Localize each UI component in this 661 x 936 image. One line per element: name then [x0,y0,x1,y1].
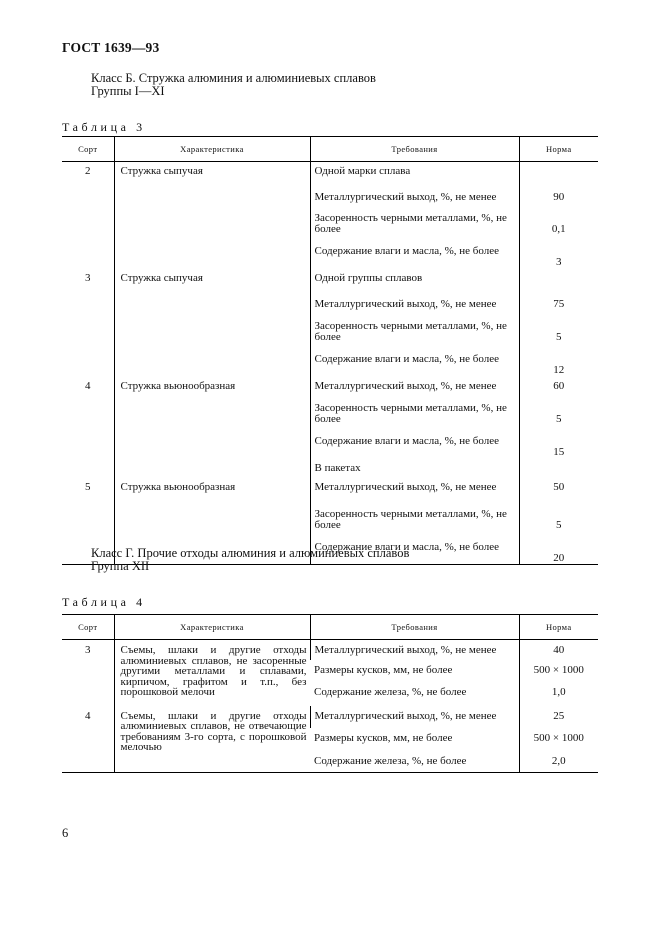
table4-col-char: Характеристика [114,615,310,640]
table3-sort-cell [62,398,114,432]
table3-norm-cell [519,162,598,182]
table3-norm-cell: 0,1 [519,208,598,242]
table3-row [62,376,598,398]
table3-row [62,242,598,268]
table3-char-cell: Стружка сыпучая [114,162,310,182]
table3-norm-cell [519,268,598,289]
table3-row [62,289,598,316]
table4-req-cell: Содержание железа, %, не более [314,754,467,767]
table4-char-cell: Съемы, шлаки и другие отходы алюминиевых сплавов, не отвечающие требованиям 3-го сорта, с порошковой мелочью [114,706,310,773]
table3-req-cell: Содержание влаги и масла, %, не более [310,538,519,565]
table3-req-cell: Содержание влаги и масла, %, не более [310,242,519,268]
section-g-title: Класс Г. Прочие отходы алюминия и алюминиевых сплавов [91,546,410,560]
table3-char-cell [114,398,310,432]
table4-req-cell: Металлургический выход, %, не менее [310,640,519,660]
table3-char-cell [114,289,310,316]
table3-row [62,162,598,182]
table3-req-cell: Засоренность черными металлами, %, не более [310,208,519,242]
table3-sort-cell: 5 [85,480,91,493]
table3-sort-cell [62,208,114,242]
table3-row [62,477,598,504]
table4-col-sort: Сорт [62,615,114,640]
table3-char-cell [114,182,310,208]
table3-norm-cell: 5 [519,316,598,350]
table3-char-cell [114,242,310,268]
table3-row [62,182,598,208]
table3-char-cell: Стружка сыпучая [114,268,310,289]
table3-norm-cell: 5 [519,398,598,432]
table3-col-sort: Сорт [62,137,114,162]
table3-req-cell: Металлургический выход, %, не менее [310,376,519,398]
section-g-groups: Группа XII [91,559,150,573]
table3-req-cell: Одной группы сплавов [310,268,519,289]
page-number: 6 [62,826,69,840]
table3-col-norm: Норма [519,137,598,162]
table3-row [62,432,598,458]
table3-norm-cell: 50 [519,477,598,504]
table4-sort-cell: 4 [85,709,91,722]
table4-norm-cell: 1,0 [519,682,598,706]
table4-req-cell: Металлургический выход, %, не менее [310,706,519,728]
table3-sort-cell [62,504,114,538]
table3-caption: Таблица 3 [62,120,146,134]
table3-sort-cell: 2 [85,165,91,177]
table4-req-cell: Содержание железа, %, не более [314,685,467,698]
section-b-groups: Группы I—XI [91,84,165,98]
table3-req-cell: Металлургический выход, %, не менее [310,477,519,504]
table4 [62,614,598,773]
table3-char-cell [114,316,310,350]
table3-row [62,316,598,350]
table3-col-req: Требования [310,137,519,162]
table3-row [62,504,598,538]
table3-norm-cell: 90 [519,182,598,208]
table4-header-row [62,615,598,640]
table3-row [62,268,598,289]
table3-norm-cell: 60 [519,376,598,398]
section-b-title: Класс Б. Стружка алюминия и алюминиевых сплавов [91,71,376,85]
table4-norm-cell: 500 × 1000 [519,660,598,682]
table4-req-cell: Размеры кусков, мм, не более [314,731,453,744]
table3-req-cell: В пакетах [310,458,519,477]
table3-sort-cell [62,458,114,477]
table4-col-req: Требования [310,615,519,640]
document-code: ГОСТ 1639—93 [62,40,160,55]
table3-row [62,398,598,432]
table4-char-cell: Съемы, шлаки и другие отходы алюминиевых сплавов, не засоренные другими металлами и сплавами, кирпичом, графитом и т.п., без порошковой мелочи [114,640,310,706]
table4-row [62,640,598,660]
table3-char-cell [114,458,310,477]
table4-sort-cell: 3 [85,644,91,656]
table3-sort-cell [62,350,114,376]
table3-sort-cell: 4 [85,379,91,392]
table3-req-cell: Содержание влаги и масла, %, не более [310,350,519,376]
table4-req-cell: Размеры кусков, мм, не более [314,663,453,676]
table4-norm-cell: 500 × 1000 [519,728,598,751]
table3-norm-cell: 15 [519,432,598,458]
table3-sort-cell [62,242,114,268]
table3-req-cell: Содержание влаги и масла, %, не более [310,432,519,458]
table3-char-cell: Стружка вьюнообразная [114,376,310,398]
table3-norm-cell: 5 [519,504,598,538]
table3-char-cell: Стружка вьюнообразная [114,477,310,504]
table3-norm-cell: 3 [519,242,598,268]
table4-norm-cell: 25 [519,706,598,728]
table3-req-cell: Засоренность черными металлами, %, не более [310,398,519,432]
table3-req-cell: Металлургический выход, %, не менее [310,182,519,208]
table3-sort-cell [62,316,114,350]
table3 [62,136,598,565]
table3-char-cell [114,350,310,376]
table3-sort-cell [62,289,114,316]
table4-col-norm: Норма [519,615,598,640]
table3-req-cell: Металлургический выход, %, не менее [310,289,519,316]
table3-char-cell [114,504,310,538]
table3-row [62,208,598,242]
table3-sort-cell: 3 [85,271,91,284]
table3-sort-cell [62,182,114,208]
table4-norm-cell: 2,0 [519,751,598,773]
table4-caption: Таблица 4 [62,595,146,609]
table3-header-row [62,137,598,162]
table3-char-cell [114,208,310,242]
table4-norm-cell: 40 [519,640,598,660]
table3-req-cell: Засоренность черными металлами, %, не более [310,504,519,538]
table4-row [62,706,598,728]
table3-sort-cell [62,432,114,458]
table3-row [62,458,598,477]
table3-norm-cell: 75 [519,289,598,316]
table3-col-char: Характеристика [114,137,310,162]
table3-norm-cell: 20 [519,538,598,565]
table3-char-cell [114,432,310,458]
table3-norm-cell: 12 [519,350,598,376]
table3-row [62,350,598,376]
table3-req-cell: Одной марки сплава [310,162,519,182]
table3-norm-cell [519,458,598,477]
table3-req-cell: Засоренность черными металлами, %, не более [310,316,519,350]
